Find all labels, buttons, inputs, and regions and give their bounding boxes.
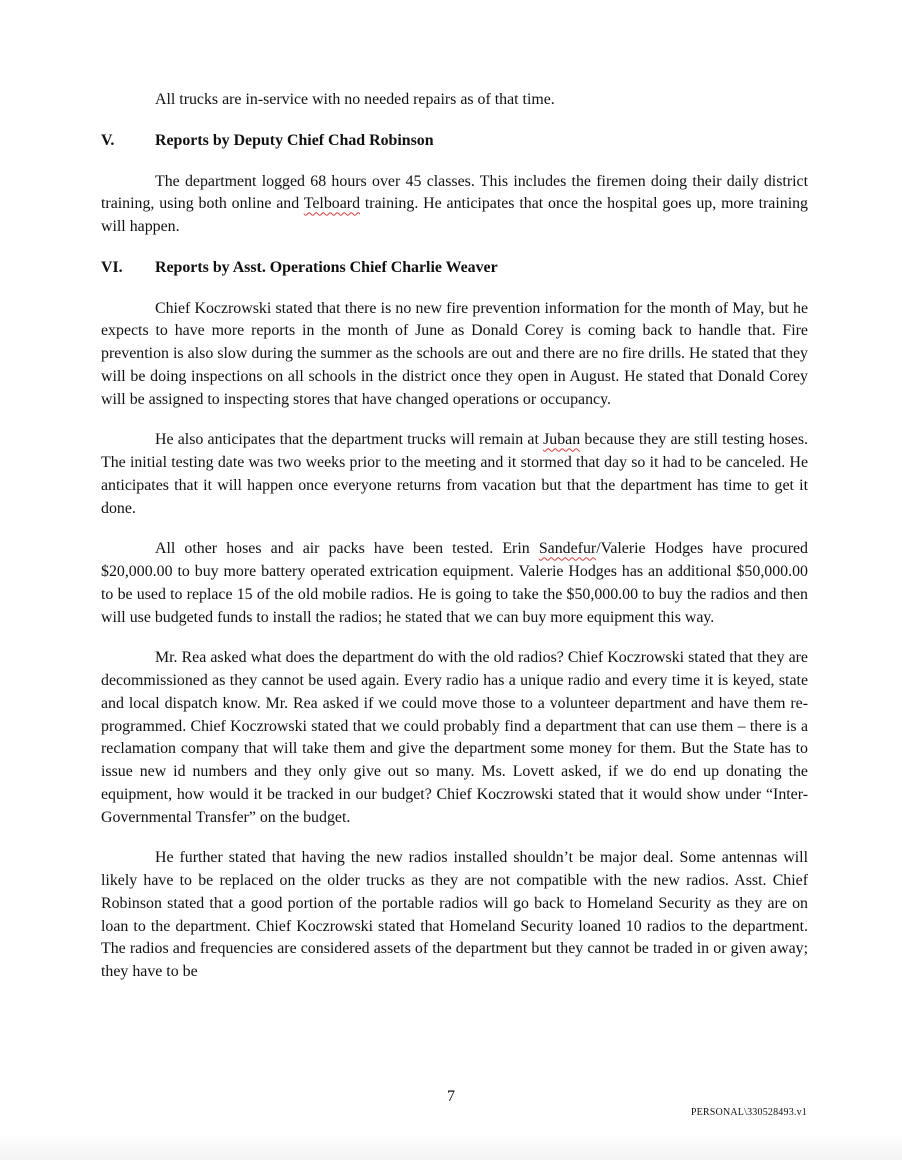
section-number: V.	[101, 131, 115, 149]
spellcheck-flagged-word: Sandefur	[538, 540, 597, 558]
section-title: Reports by Asst. Operations Chief Charlie Weaver	[155, 258, 498, 276]
paragraph-training	[101, 171, 808, 239]
document-id-footer: PERSONAL\330528493.v1	[690, 1107, 807, 1118]
section-title: Reports by Deputy Chief Chad Robinson	[155, 131, 434, 149]
text-run: because they are still testing hoses. The initial testing date was two weeks prior to the meeting and it stormed that day so it had to be canceled. He anticipates that it will happen once everyone returns from vacation but that the department has time to get it done.	[101, 431, 808, 517]
paragraph-equipment-funding	[101, 538, 808, 629]
paragraph-trucks-status: All trucks are in-service with no needed repairs as of that time.	[155, 91, 555, 108]
text-run: /Valerie Hodges have procured $20,000.00 to buy more battery operated extrication equipment. Valerie Hodges has an additional $50,000.00 to be used to replace 15 of the old mobile radios. He is going to take the $50,000.00 to buy the radios and then will use budgeted funds to install the radios; he stated that we can buy more equipment this way.	[101, 540, 808, 626]
paragraph-old-radios: Mr. Rea asked what does the department do with the old radios? Chief Koczrowski stated that they are decommissioned as they cannot be used again. Every radio has a unique radio and every time it is keyed, state and local dispatch know. Mr. Rea asked if we could move those to a volunteer department and have them re-programmed. Chief Koczrowski stated that we could probably find a department that can use them – there is a reclamation company that will take them and give the department some money for them. But the State has to issue new id numbers and they only give out so many. Ms. Lovett asked, if we do end up donating the equipment, how would it be tracked in our budget? Chief Koczrowski stated that it would show under “Inter-Governmental Transfer” on the budget.	[101, 649, 808, 826]
section-heading-v	[101, 130, 808, 153]
text-run: training. He anticipates that once the hospital goes up, more training will happen.	[101, 195, 809, 235]
paragraph-hose-testing	[101, 429, 808, 520]
text-run: All other hoses and air packs have been tested. Erin	[155, 540, 539, 558]
spellcheck-flagged-word: Telboard	[303, 195, 361, 213]
page-number: 7	[447, 1088, 455, 1105]
text-run: He also anticipates that the department trucks will remain at	[155, 431, 544, 449]
spellcheck-flagged-word: Juban	[543, 431, 581, 449]
paragraph-fire-prevention: Chief Koczrowski stated that there is no new fire prevention information for the month of May, but he expects to have more reports in the month of June as Donald Corey is coming back to handle that. Fire prevention is also slow during the summer as the schools are out and there are no fire drills. He stated that they will be doing inspections on all schools in the district once they open in August. He stated that Donald Corey will be assigned to inspecting stores that have changed operations or occupancy.	[101, 299, 808, 408]
section-number: VI.	[101, 258, 123, 276]
text-run: The department logged 68 hours over 45 classes. This includes the firemen doing their daily district training, using both online and	[101, 172, 808, 213]
paragraph-new-radios: He further stated that having the new radios installed shouldn’t be major deal. Some antennas will likely have to be replaced on the older trucks as they are not compatible with the new radios. Asst. Chief Robinson stated that a good portion of the portable radios will go back to Homeland Security as they are on loan to the department. Chief Koczrowski stated that Homeland Security loaned 10 radios to the department. The radios and frequencies are considered assets of the department but they cannot be traded in or given away; they have to be	[101, 849, 808, 980]
section-heading-vi	[101, 257, 808, 280]
page-body	[101, 89, 808, 1002]
